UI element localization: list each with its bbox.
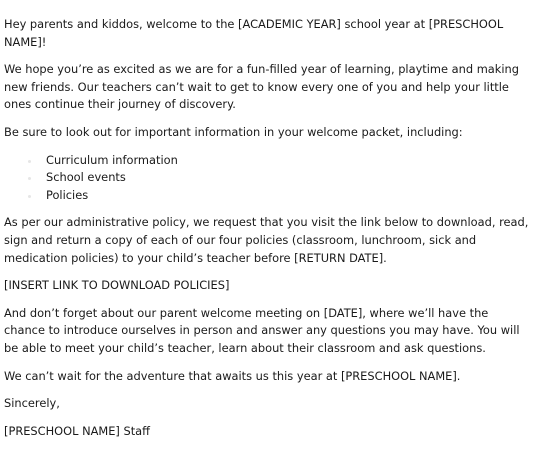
packet-intro-paragraph: Be sure to look out for important information in your welcome packet, including: (4, 124, 463, 139)
meeting-paragraph: And don’t forget about our parent welcome meeting on [DATE], where we’ll have the chance to introduce ourselves in person and answer any questions you may have. You will be able to meet your child’s teacher, learn about their classroom and ask questions. (4, 305, 520, 355)
list-item-label: Curriculum information (46, 152, 178, 167)
list-item-label: Policies (46, 187, 89, 202)
bullet-icon (28, 177, 31, 180)
policy-link-placeholder: [INSERT LINK TO DOWNLOAD POLICIES] (4, 278, 230, 293)
packet-items-list (4, 152, 530, 205)
bullet-icon (28, 195, 31, 198)
list-item (4, 169, 530, 187)
intro-paragraph: We hope you’re as excited as we are for a fun-filled year of learning, playtime and making new friends. Our teachers can’t wait to get to know every one of you and help your little ones continue their journey of discovery. (4, 62, 519, 112)
list-item (4, 187, 530, 205)
closing-line: We can’t wait for the adventure that awaits us this year at [PRESCHOOL NAME]. (4, 368, 461, 383)
policy-paragraph: As per our administrative policy, we request that you visit the link below to download, read, sign and return a copy of each of our four policies (classroom, lunchroom, sick and medication policies) to your child’s teacher before [RETURN DATE]. (4, 215, 529, 265)
list-item (4, 152, 530, 170)
signature: [PRESCHOOL NAME] Staff (4, 423, 150, 438)
greeting-line: Hey parents and kiddos, welcome to the [ACADEMIC YEAR] school year at [PRESCHOOL NAME]! (4, 17, 504, 49)
list-item-label: School events (46, 170, 126, 185)
bullet-icon (28, 160, 31, 163)
valediction: Sincerely, (4, 396, 60, 411)
